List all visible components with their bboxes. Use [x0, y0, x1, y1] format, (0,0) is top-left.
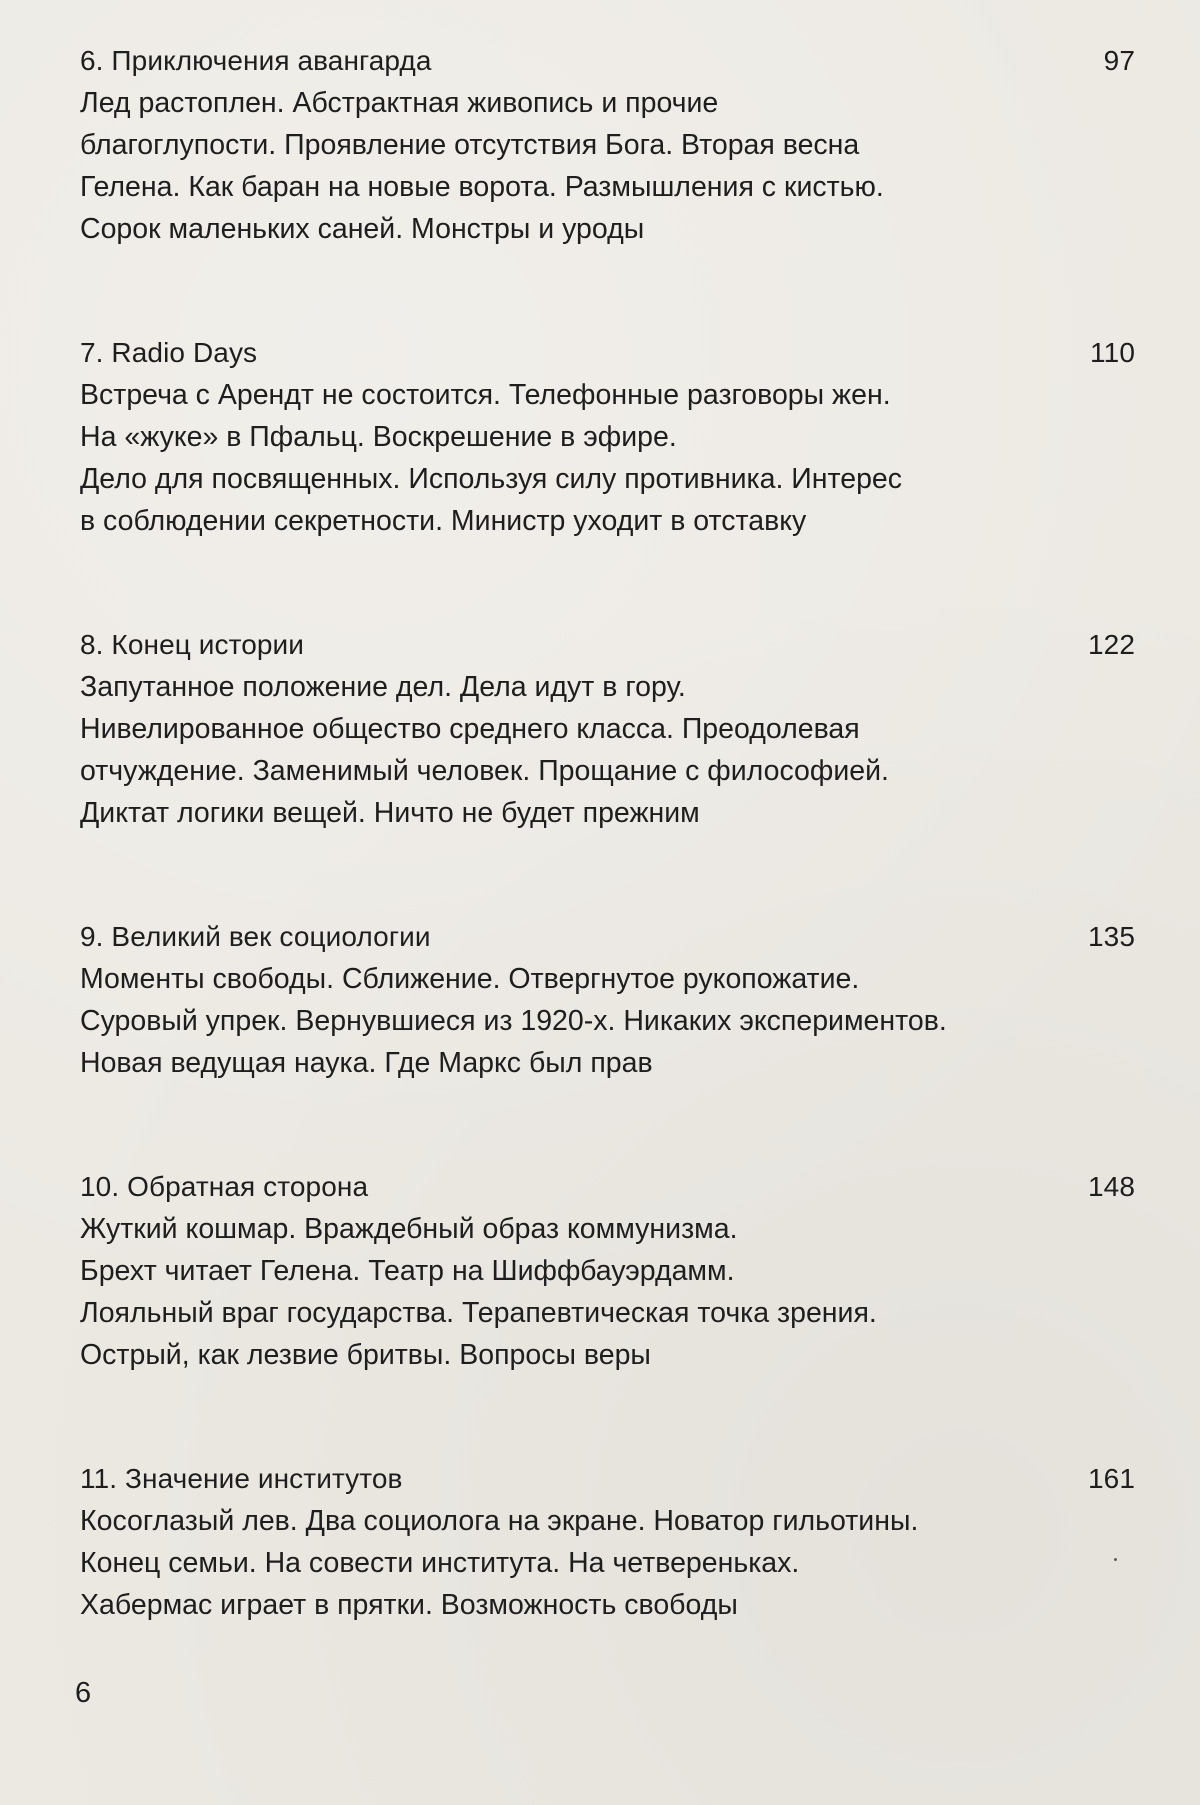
summary-line: Встреча с Арендт не состоится. Телефонные разговоры жен.	[80, 379, 891, 411]
paper-speck	[1114, 1558, 1117, 1561]
summary-line: в соблюдении секретности. Министр уходит в отставку	[80, 505, 807, 537]
summary-line: Брехт читает Гелена. Театр на Шиффбауэрдамм.	[80, 1255, 735, 1287]
summary-line: Хабермас играет в прятки. Возможность свободы	[80, 1589, 738, 1621]
chapter-page-number: 161	[1087, 1463, 1135, 1494]
chapter-summary	[80, 666, 1135, 834]
summary-line: Сорок маленьких саней. Монстры и уроды	[80, 213, 645, 245]
chapter-summary	[80, 1500, 1135, 1626]
toc-entry-header	[80, 1166, 1135, 1208]
chapter-summary	[80, 374, 1135, 542]
toc-entry-chapter-7	[80, 332, 1135, 542]
summary-line: Нивелированное общество среднего класса. Преодолевая	[80, 713, 860, 745]
page-number: 6	[75, 1677, 92, 1709]
summary-line: Конец семьи. На совести института. На четвереньках.	[80, 1547, 800, 1579]
toc-entry-chapter-11	[80, 1458, 1135, 1626]
toc-entry-header	[80, 1458, 1135, 1500]
summary-line: Лед растоплен. Абстрактная живопись и прочие	[80, 87, 719, 119]
chapter-summary	[80, 1208, 1135, 1376]
toc-entry-chapter-8	[80, 624, 1135, 834]
chapter-title: 7. Radio Days	[80, 337, 258, 368]
chapter-page-number: 135	[1087, 921, 1135, 952]
summary-line: Диктат логики вещей. Ничто не будет прежним	[80, 797, 700, 829]
summary-line: Дело для посвященных. Используя силу противника. Интерес	[80, 463, 903, 495]
chapter-page-number: 110	[1090, 337, 1135, 368]
summary-line: Запутанное положение дел. Дела идут в гору.	[80, 671, 686, 703]
toc-entry-chapter-10	[80, 1166, 1135, 1376]
summary-line: Лояльный враг государства. Терапевтическая точка зрения.	[80, 1297, 877, 1329]
toc-entry-header	[80, 624, 1135, 666]
summary-line: Жуткий кошмар. Враждебный образ коммунизма.	[80, 1213, 738, 1245]
chapter-title: 9. Великий век социологии	[80, 921, 431, 952]
chapter-page-number: 97	[1103, 45, 1135, 76]
chapter-title: 6. Приключения авангарда	[80, 45, 432, 76]
toc-entry-header	[80, 332, 1135, 374]
summary-line: На «жуке» в Пфальц. Воскрешение в эфире.	[80, 421, 677, 453]
summary-line: благоглупости. Проявление отсутствия Бога. Вторая весна	[80, 129, 860, 161]
summary-line: Моменты свободы. Сближение. Отвергнутое рукопожатие.	[80, 963, 860, 995]
summary-line: отчуждение. Заменимый человек. Прощание с философией.	[80, 755, 889, 787]
toc-entry-header	[80, 916, 1135, 958]
toc-entry-header	[80, 40, 1135, 82]
summary-line: Суровый упрек. Вернувшиеся из 1920-х. Никаких экспериментов.	[80, 1005, 947, 1037]
chapter-page-number: 148	[1087, 1171, 1135, 1202]
chapter-title: 10. Обратная сторона	[80, 1171, 369, 1202]
chapter-summary	[80, 82, 1135, 250]
toc-entry-chapter-6	[80, 40, 1135, 250]
chapter-summary	[80, 958, 1135, 1084]
chapter-title: 11. Значение институтов	[80, 1463, 403, 1494]
chapter-title: 8. Конец истории	[80, 629, 305, 660]
summary-line: Гелена. Как баран на новые ворота. Размышления с кистью.	[80, 171, 884, 203]
summary-line: Новая ведущая наука. Где Маркс был прав	[80, 1047, 653, 1079]
chapter-page-number: 122	[1087, 629, 1135, 660]
toc-entry-chapter-9	[80, 916, 1135, 1084]
summary-line: Острый, как лезвие бритвы. Вопросы веры	[80, 1339, 651, 1371]
summary-line: Косоглазый лев. Два социолога на экране. Новатор гильотины.	[80, 1505, 919, 1537]
